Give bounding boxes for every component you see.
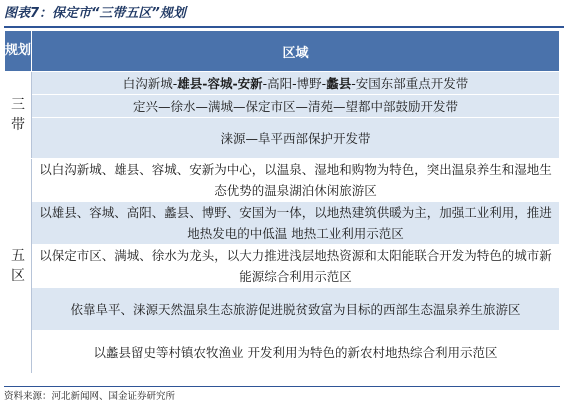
table-row — [5, 118, 560, 159]
table-row — [5, 288, 560, 331]
header-plan: 规划 — [5, 31, 32, 72]
source-note: 资料来源：河北新闻网、国金证券研究所 — [4, 386, 560, 402]
category-zones: 五区 — [5, 159, 32, 374]
zone-row-4: 依靠阜平、涞源天然温泉生态旅游促进脱贫致富为目标的西部生态温泉养生旅游区 — [32, 288, 560, 331]
zone-row-2: 以雄县、容城、高阳、蠡县、博野、安国为一体，以地热建筑供暖为主，加强工业利用，推进地热发电的中低温 地热工业利用示范区 — [32, 202, 560, 245]
figure-caption: 图表7：保定市“三带五区”规划 — [4, 2, 564, 28]
planning-table — [4, 30, 560, 374]
table-row — [5, 72, 560, 95]
table-header-row — [5, 31, 560, 72]
belt-1-part-bold: 雄县-容城-安新 — [177, 75, 263, 91]
table-row — [5, 159, 560, 202]
table-row — [5, 331, 560, 374]
category-belts: 三带 — [5, 72, 32, 159]
zone-row-3: 以保定市区、满城、徐水为龙头，以大力推进浅层地热资源和太阳能联合开发为特色的城市新能源综合利用示范区 — [32, 245, 560, 288]
zone-row-5: 以蠡县留史等村镇农牧渔业 开发利用为特色的新农村地热综合利用示范区 — [32, 331, 560, 374]
belt-row-1 — [32, 72, 560, 95]
belt-1-part: -安国东部重点开发带 — [351, 75, 469, 91]
belt-1-part-bold: 蠡县 — [326, 75, 352, 91]
belt-row-3: 涞源—阜平西部保护开发带 — [32, 118, 560, 159]
table-row — [5, 95, 560, 118]
belt-1-part: -高阳-博野- — [262, 75, 327, 91]
table-row — [5, 202, 560, 245]
header-region: 区域 — [32, 31, 560, 72]
belt-1-part: 白沟新城- — [122, 75, 178, 91]
table-row — [5, 245, 560, 288]
belt-row-2: 定兴—徐水—满城—保定市区—清苑—望都中部鼓励开发带 — [32, 95, 560, 118]
zone-row-1: 以白沟新城、雄县、容城、安新为中心，以温泉、湿地和购物为特色，突出温泉养生和湿地生态优势的温泉湖泊休闲旅游区 — [32, 159, 560, 202]
